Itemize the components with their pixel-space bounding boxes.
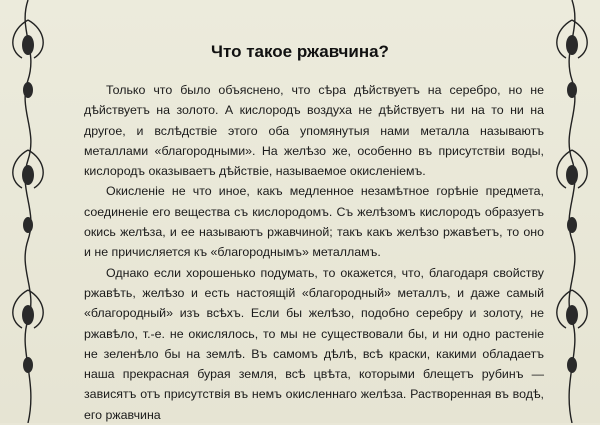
paragraph-1: Только что было объяснено, что сѣра дѣйствуетъ на серебро, но не дѣйствуетъ на золото. А кислородъ воздуха не дѣйствуетъ ни на то ни на другое, и вслѣдствіе этого оба упомянутыя нами металла называютъ металлами «благородными». На желѣзо же, особенно въ присутствіи воды, кислородъ оказываетъ дѣйствіе, называемое окисленіемъ. <box>84 83 544 179</box>
left-floral-ornament-icon <box>0 0 56 423</box>
page-title: Что такое ржавчина? <box>211 42 389 61</box>
article-body <box>84 80 544 425</box>
paragraph-2: Окисленіе не что иное, какъ медленное незамѣтное горѣніе предмета, соединеніе его вещества съ кислородомъ. Съ желѣзомъ кислородъ образуетъ окись желѣза, и ее называютъ ржавчиной; такъ какъ желѣзо ржавѣетъ, то оно и не причисляется къ «благороднымъ» металламъ. <box>84 184 544 260</box>
paragraph-3: Однако если хорошенько подумать, то окажется, что, благодаря свойству ржавѣть, желѣзо и есть настоящій «благородный» металлъ, и даже самый «благородный» изъ всѣхъ. Если бы желѣзо, подобно серебру и золоту, не ржавѣло, т.-е. не окислялось, то мы не существовали бы, и ни одно растеніе не зеленѣло бы на землѣ. Въ самомъ дѣлѣ, всѣ краски, какими обладаетъ наша прекрасная бурая земля, всѣ цвѣта, которыми блещетъ рубинъ — зависятъ отъ присутствія въ немъ окисленнаго желѣза. Растворенная въ водѣ, его ржавчина <box>84 265 544 422</box>
right-floral-ornament-icon <box>544 0 600 423</box>
